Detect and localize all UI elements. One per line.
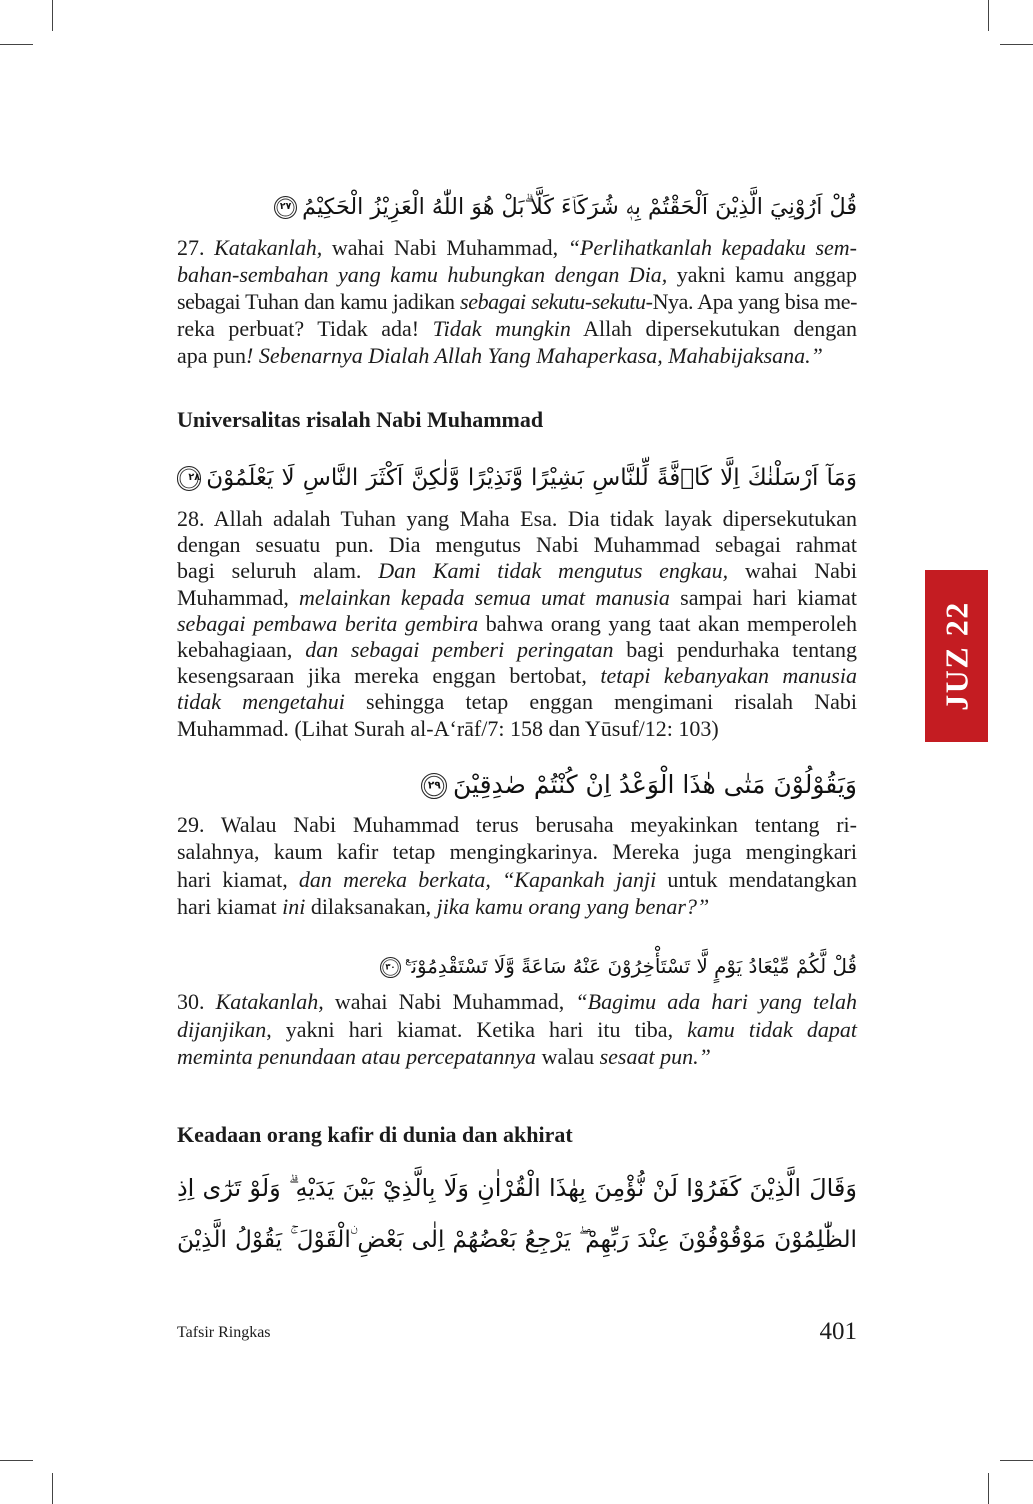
text-line <box>177 506 857 532</box>
crop-mark-top-left-vertical <box>52 0 53 31</box>
text-run: bagi pendurhaka tentang <box>613 636 857 662</box>
text-run: 28. Allah adalah Tuhan yang Maha Esa. Dia tidak layak dipersekutukan <box>177 506 857 531</box>
text-run: Nya. Apa yang bisa me- <box>652 289 857 314</box>
juz-tab-label: JUZ 22 <box>938 601 974 711</box>
arabic-verse-28 <box>177 450 857 506</box>
text-line <box>177 1043 857 1071</box>
crop-mark-bottom-right-horizontal <box>1000 1460 1033 1461</box>
text-run: salahnya, kaum kafir tetap mengingkarinya. Mereka juga mengingkari <box>177 839 857 865</box>
crop-mark-top-left-horizontal <box>0 44 33 45</box>
text-line <box>177 532 857 558</box>
arabic-verse-31-line-1 <box>177 1160 857 1216</box>
text-run: sehingga tetap enggan mengimani risalah Nabi <box>344 689 857 715</box>
text-line <box>177 315 857 342</box>
text-line <box>177 689 857 715</box>
ayah-end-marker <box>421 773 447 799</box>
ruku-mark: ع <box>405 955 411 966</box>
text-run: reka perbuat? Tidak ada! <box>177 316 433 341</box>
arabic-verse-30 <box>372 933 857 989</box>
tafsir-paragraph-27 <box>177 234 857 369</box>
text-run: walau <box>536 1044 600 1069</box>
section-heading: Keadaan orang kafir di dunia dan akhirat <box>177 1122 573 1147</box>
arabic-verse-27 <box>266 179 857 235</box>
arabic-verse-text: قُلْ لَّكُمْ مِّيْعَادُ يَوْمٍ لَّا تَسْتَأْخِرُوْنَ عَنْهُ سَاعَةً وَّلَا تَسْتَقْدِمُوْنَ <box>411 954 857 978</box>
text-run: apa pun <box>177 343 247 368</box>
text-run: Muhammad, <box>177 584 300 610</box>
text-run: bahwa orang yang taat akan memperoleh <box>478 610 857 636</box>
arabic-verse-text: وَقَالَ الَّذِيْنَ كَفَرُوْا لَنْ نُّؤْمِنَ بِهٰذَا الْقُرْاٰنِ وَلَا بِالَّذِيْ بَيْنَ يَدَيْهِ ۗ وَلَوْ تَرٰٓى اِذِ <box>177 1174 857 1202</box>
text-run: 29. Walau Nabi Muhammad terus berusaha meyakinkan tentang ri- <box>177 812 857 837</box>
ayah-number: ٢٧ <box>279 201 292 213</box>
text-line <box>177 342 857 369</box>
text-run: wahai Nabi Muhammad, <box>322 235 568 260</box>
text-run: yakni kamu anggap <box>667 262 857 287</box>
crop-mark-top-right-vertical <box>988 0 989 31</box>
text-line <box>177 637 857 663</box>
italic-text: Katakanlah, <box>215 989 324 1014</box>
text-run: untuk mendatangkan <box>656 866 857 892</box>
italic-text: dan mereka berkata, “Kapankah janji <box>298 866 657 892</box>
ayah-end-marker <box>274 196 297 219</box>
text-line <box>177 866 857 893</box>
text-line <box>177 288 857 315</box>
arabic-verse-text: وَمَآ اَرْسَلْنٰكَ اِلَّا كَاۤفَّةً لِّلنَّاسِ بَشِيْرًا وَّنَذِيْرًا وَّلٰكِنَّ اَكْثَرَ النَّاسِ لَا يَعْلَمُوْنَ <box>206 465 857 491</box>
text-line <box>177 893 857 920</box>
text-line <box>177 234 857 261</box>
ayah-end-marker <box>177 466 201 490</box>
text-run: 27. <box>177 235 215 260</box>
italic-text: “Bagimu ada hari yang telah <box>575 989 858 1014</box>
arabic-verse-text: قُلْ اَرُوْنِيَ الَّذِيْنَ اَلْحَقْتُمْ بِهٖ شُرَكَاۤءَ كَلَّا ۗبَلْ هُوَ اللّٰهُ الْعَزِيْزُ الْحَكِيْمُ <box>302 194 857 220</box>
italic-text: ini <box>282 893 306 919</box>
crop-mark-bottom-left-vertical <box>52 1473 53 1504</box>
text-line <box>177 585 857 611</box>
text-run: wahai Nabi <box>728 558 857 584</box>
juz-thumb-tab <box>925 570 988 742</box>
italic-text: kamu tidak dapat <box>687 1016 857 1042</box>
italic-text: Tidak mungkin <box>432 316 571 341</box>
text-line <box>177 1016 857 1044</box>
tafsir-paragraph-29 <box>177 811 857 920</box>
italic-text: bahan-sembahan yang kamu hubungkan dengan Dia, <box>177 262 668 287</box>
italic-text: tetapi kebanyakan manusia <box>600 663 857 689</box>
italic-text: jika kamu orang yang benar?” <box>436 893 710 919</box>
text-line <box>177 988 857 1016</box>
text-run: dengan sesuatu pun. Dia mengutus Nabi Muhammad sebagai rahmat <box>177 532 857 558</box>
crop-mark-bottom-right-vertical <box>988 1473 989 1504</box>
text-run: kesengsaraan jika mereka enggan bertobat, <box>177 663 601 689</box>
italic-text: sebagai sekutu-sekutu- <box>460 289 653 314</box>
text-line <box>177 811 857 838</box>
crop-mark-top-right-horizontal <box>1000 44 1033 45</box>
text-run: dilaksanakan, <box>305 893 437 919</box>
text-run: , yakni hari kiamat. Ketika hari itu tiba, <box>266 1016 688 1042</box>
italic-text: ! Sebenarnya Dialah Allah Yang Mahaperkasa, Mahabijaksana.” <box>246 343 823 368</box>
text-run: 30. <box>177 989 216 1014</box>
ayah-number: ٢٨ <box>188 472 201 484</box>
running-title: Tafsir Ringkas <box>177 1324 271 1341</box>
text-run: Muhammad. (Lihat Surah al-A‘rāf/7: 158 dan Yūsuf/12: 103) <box>177 715 719 741</box>
italic-text: sesaat pun.” <box>599 1044 711 1069</box>
text-line <box>177 558 857 584</box>
italic-text: melainkan kepada semua umat manusia <box>299 584 670 610</box>
ayah-end-marker <box>380 957 401 978</box>
arabic-verse-29 <box>413 757 857 813</box>
italic-text: sebagai pembawa berita gembira <box>177 610 479 636</box>
arabic-verse-text: الظّٰلِمُوْنَ مَوْقُوْفُوْنَ عِنْدَ رَبِّهِمْ ۖ يَرْجِعُ بَعْضُهُمْ اِلٰى بَعْضِ ۨالْقَوْلَ ۚ يَقُوْلُ الَّذِيْنَ <box>177 1226 857 1253</box>
arabic-verse-31-line-2 <box>177 1212 857 1268</box>
ayah-number: ٢٩ <box>427 779 441 792</box>
arabic-verse-text: وَيَقُوْلُوْنَ مَتٰى هٰذَا الْوَعْدُ اِنْ كُنْتُمْ صٰدِقِيْنَ <box>452 770 857 799</box>
page-number: 401 <box>819 1318 857 1345</box>
tafsir-paragraph-28 <box>177 506 857 742</box>
text-run: bagi seluruh alam. <box>177 558 379 584</box>
text-run: wahai Nabi Muhammad, <box>323 989 576 1014</box>
italic-text: tidak mengetahui <box>177 689 345 715</box>
text-run: hari kiamat <box>177 893 283 919</box>
text-line <box>177 611 857 637</box>
text-run: Allah dipersekutukan dengan <box>570 316 857 341</box>
text-line <box>177 716 857 742</box>
italic-text: Dan Kami tidak mengutus engkau, <box>378 558 729 584</box>
section-heading: Universalitas risalah Nabi Muhammad <box>177 407 544 432</box>
italic-text: “Perlihatkanlah kepadaku sem- <box>567 235 857 260</box>
text-run: kebahagiaan, <box>177 636 306 662</box>
tafsir-paragraph-30 <box>177 988 857 1071</box>
text-run: sebagai Tuhan dan kamu jadikan <box>177 289 461 314</box>
italic-text: dijanjikan <box>177 1016 267 1042</box>
text-line <box>177 663 857 689</box>
text-run: sampai hari kiamat <box>669 584 857 610</box>
text-run: hari kiamat, <box>177 866 299 892</box>
italic-text: meminta penundaan atau percepatannya <box>177 1044 537 1069</box>
crop-mark-bottom-left-horizontal <box>0 1460 33 1461</box>
italic-text: dan sebagai pemberi peringatan <box>305 636 614 662</box>
text-line <box>177 838 857 865</box>
ayah-number: ٣٠ <box>385 962 396 973</box>
text-line <box>177 261 857 288</box>
italic-text: Katakanlah, <box>214 235 323 260</box>
